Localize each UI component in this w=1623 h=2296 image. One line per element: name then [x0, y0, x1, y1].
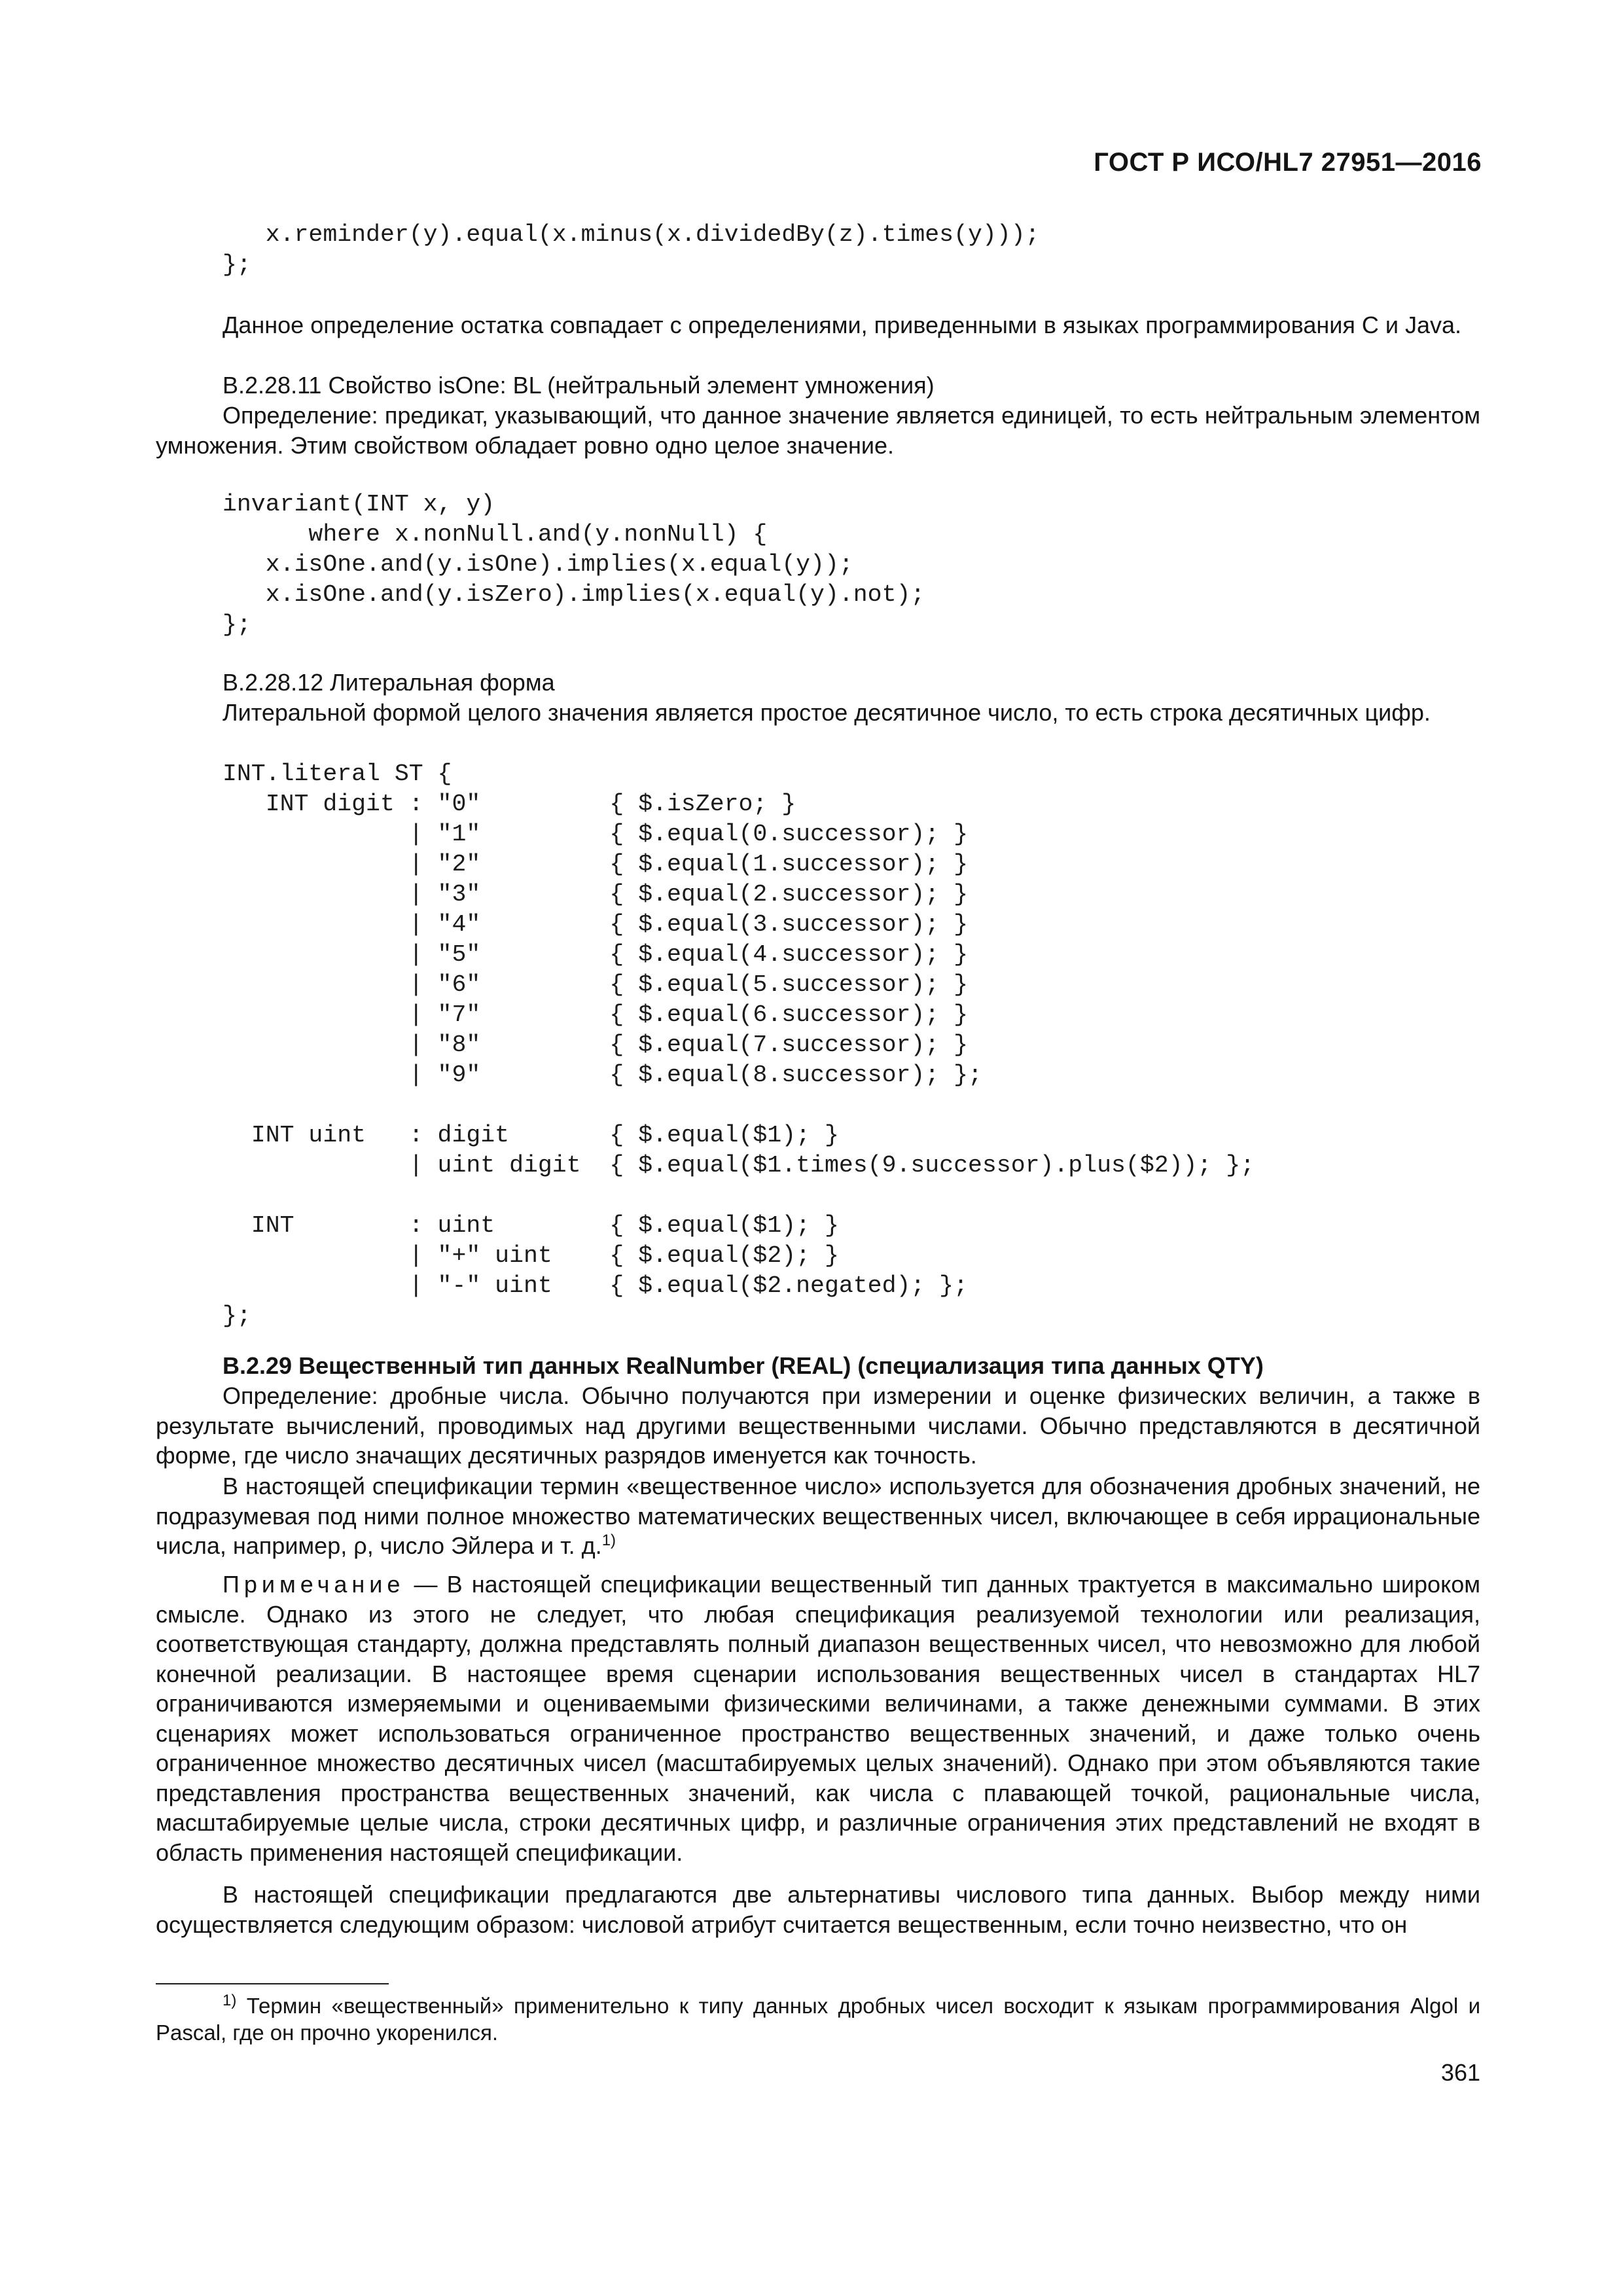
- section-title-real: В.2.29 Вещественный тип данных RealNumber (REAL) (специализация типа данных QTY): [223, 1352, 1264, 1379]
- code-literal-grammar: INT.literal ST { INT digit : "0" { $.isZero; } | "1" { $.equal(0.successor); } | "2" { $.equal(1.successor); } | "3" { $.equal(2.successor); } | "4" { $.equal(3.successor); } | "5" { $.equal(4.successor); } | "6" { $.equal(5.successor); } | "7" { $.equal(6.successor); } | "8" { $.equal(7.successor); } | "9" { $.equal(8.successor); }; INT uint : digit { $.equal($1); } | uint digit { $.equal($1.times(9.successor).plus($2)); }; INT : uint { $.equal($1); } | "+" uint { $.equal($2); } | "-" uint { $.equal($2.negated); }; };: [223, 761, 1255, 1329]
- paragraph-alternatives: В настоящей спецификации предлагаются две альтернативы числового типа данных. Выбор между ними осуществляется следующим образом: числовой атрибут считается вещественным, если точно неизвестно, что он: [156, 1881, 1480, 1938]
- real-term-text: В настоящей спецификации термин «вещественное число» используется для обозначения дробных значений, не подразумевая под ними полное множество математических вещественных чисел, включающее в себя иррациональные числа, например, ρ, число Эйлера и т. д.: [156, 1473, 1480, 1559]
- footnote-text: Термин «вещественный» применительно к типу данных дробных чисел восходит к языкам программирования Algol и Pascal, где он прочно укоренился.: [156, 1994, 1480, 2045]
- footnote-separator: [156, 1983, 389, 1984]
- page-number: 361: [1440, 2059, 1480, 2086]
- paragraph-isone-definition: Определение: предикат, указывающий, что данное значение является единицей, то есть нейтральным элементом умножения. Этим свойством обладает ровно одно целое значение.: [156, 402, 1480, 459]
- section-title-isone: В.2.28.11 Свойство isOne: BL (нейтральный элемент умножения): [223, 372, 935, 399]
- note-text: — В настоящей спецификации вещественный тип данных трактуется в максимально широком смысле. Однако из этого не следует, что любая спецификация реализуемой технологии или реализация, соответствующая стандарту, должна представлять полный диапазон вещественных чисел, что невозможно для любой конечной реализации. В настоящее время сценарии использования вещественных чисел в стандартах HL7 ограничиваются измеряемыми и оцениваемыми физическими величинами, а также денежными суммами. В этих сценариях может использоваться ограниченное пространство вещественных значений, и даже только очень ограниченное множество десятичных чисел (масштабируемых целых значений). Однако при этом объявляются такие представления пространства вещественных значений, как числа с плавающей точкой, рациональные числа, масштабируемые целые числа, строки десятичных цифр, и различные ограничения этих представлений не входят в область применения настоящей спецификации.: [156, 1571, 1480, 1866]
- code-remainder: x.reminder(y).equal(x.minus(x.dividedBy(z).times(y))); };: [223, 221, 1040, 278]
- standard-header: ГОСТ Р ИСО/HL7 27951—2016: [1094, 148, 1482, 177]
- section-title-literal: В.2.28.12 Литеральная форма: [223, 669, 555, 696]
- paragraph-note: [156, 1570, 1480, 1867]
- paragraph-real-definition: Определение: дробные числа. Обычно получаются при измерении и оценке физических величин, а также в результате вычислений, проводимых над другими вещественными числами. Обычно представляются в десятичной форме, где число значащих десятичных разрядов именуется как точность.: [156, 1382, 1480, 1469]
- code-isone-invariant: invariant(INT x, y) where x.nonNull.and(y.nonNull) { x.isOne.and(y.isOne).implies(x.equal(y)); x.isOne.and(y.isZero).implies(x.equal(y).not); };: [223, 491, 925, 638]
- footnote-reference: 1): [601, 1532, 616, 1549]
- paragraph-literal-definition: Литеральной формой целого значения является простое десятичное число, то есть строка десятичных цифр.: [223, 699, 1431, 726]
- footnote: [156, 1992, 1480, 2046]
- paragraph-real-term: [156, 1471, 1480, 1561]
- paragraph-remainder-note: Данное определение остатка совпадает с определениями, приведенными в языках программирования С и Java.: [223, 312, 1462, 338]
- footnote-mark: 1): [223, 1992, 237, 2009]
- note-label: Примечание: [223, 1571, 405, 1598]
